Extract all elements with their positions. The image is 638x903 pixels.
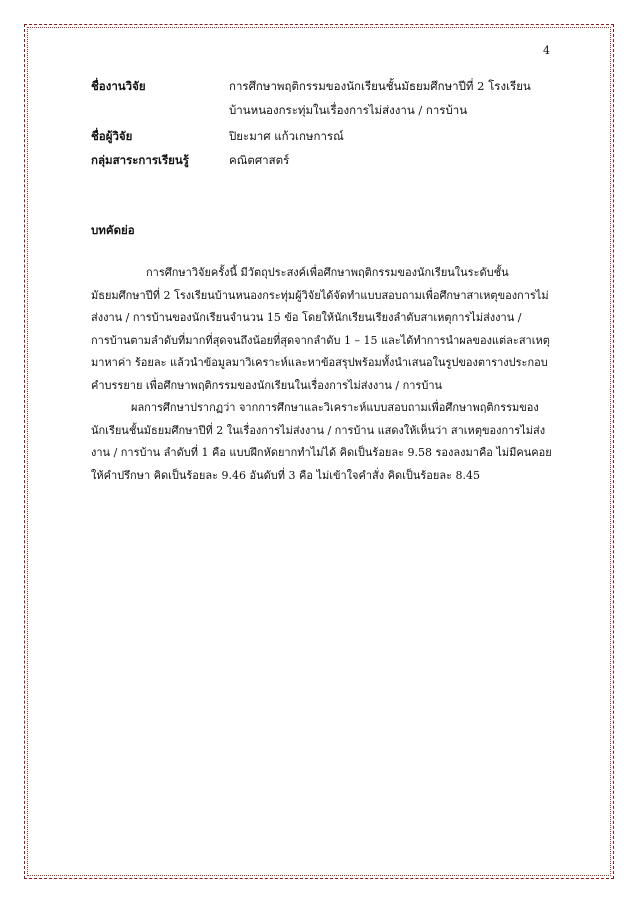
abstract-line: มาหาค่า ร้อยละ แล้วนำข้อมูลมาวิเคราะห์และหาข้อสรุปพร้อมทั้งนำเสนอในรูปของตารางประกอบ <box>91 356 548 369</box>
subject-row <box>91 152 289 170</box>
abstract-line: คำบรรยาย เพื่อศึกษาพฤติกรรมของนักเรียนในเรื่องการไม่ส่งงาน / การบ้าน <box>91 378 443 392</box>
subject-value: คณิตศาสตร์ <box>229 153 290 167</box>
abstract-line: นักเรียนชั้นมัธยมศึกษาปีที่ 2 ในเรื่องการไม่ส่งงาน / การบ้าน แสดงให้เห็นว่า สาเหตุของการไม่ส่ง <box>91 423 546 437</box>
research-title-value: การศึกษาพฤติกรรมของนักเรียนชั้นมัธยมศึกษาปีที่ 2 โรงเรียน <box>229 79 531 93</box>
research-title-row <box>91 78 531 96</box>
research-title-value-cont: บ้านหนองกระทุ่มในเรื่องการไม่ส่งงาน / การบ้าน <box>229 103 468 117</box>
abstract-line: การบ้านตามลำดับที่มากที่สุดจนถึงน้อยที่สุดจากลำดับ 1 – 15 และได้ทำการนำผลของแต่ละสาเหตุ <box>91 333 550 347</box>
abstract-line: ส่งงาน / การบ้านของนักเรียนจำนวน 15 ข้อ โดยให้นักเรียนเรียงลำดับสาเหตุการไม่ส่งงาน / <box>91 311 522 324</box>
abstract-line: ผลการศึกษาปรากฏว่า จากการศึกษาและวิเคราะห์แบบสอบถามเพื่อศึกษาพฤติกรรมของ <box>131 401 539 414</box>
page-number: 4 <box>543 44 550 57</box>
abstract-paragraph-1 <box>91 262 553 397</box>
subject-label: กลุ่มสาระการเรียนรู้ <box>91 153 189 167</box>
research-title-label: ชื่องานวิจัย <box>91 79 146 93</box>
author-value: ปิยะมาศ แก้วเกษการณ์ <box>229 129 344 143</box>
abstract-line: ให้คำปรึกษา คิดเป็นร้อยละ 9.46 อันดับที่ 3 คือ ไม่เข้าใจคำสั่ง คิดเป็นร้อยละ 8.45 <box>91 468 480 482</box>
author-label: ชื่อผู้วิจัย <box>91 129 133 143</box>
author-row <box>91 128 344 146</box>
abstract-line: มัธยมศึกษาปีที่ 2 โรงเรียนบ้านหนองกระทุ่มผู้วิจัยได้จัดทำแบบสอบถามเพื่อศึกษาสาเหตุของการไม่ <box>91 288 549 302</box>
abstract-paragraph-2 <box>91 397 553 487</box>
abstract-line: งาน / การบ้าน ลำดับที่ 1 คือ แบบฝึกหัดยากทำไม่ได้ คิดเป็นร้อยละ 9.58 รองลงมาคือ ไม่มีคนคอย <box>91 446 552 459</box>
abstract-line: การศึกษาวิจัยครั้งนี้ มีวัตถุประสงค์เพื่อศึกษาพฤติกรรมของนักเรียนในระดับชั้น <box>146 266 509 279</box>
abstract-heading: บทคัดย่อ <box>91 223 135 237</box>
